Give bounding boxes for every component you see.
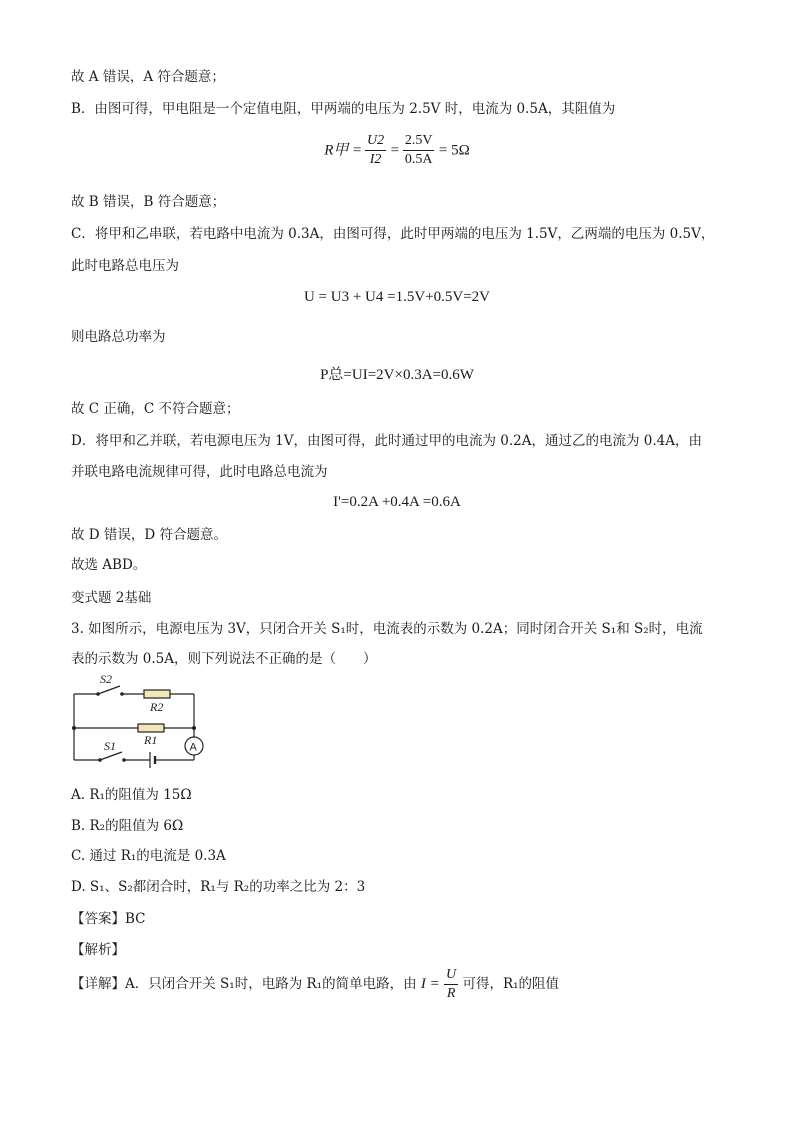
ohm-num: U <box>444 966 458 985</box>
equation-total-current: I'=0.2A +0.4A =0.6A <box>333 494 461 510</box>
ohm-fraction <box>444 966 458 1003</box>
text-line: 此时电路总电压为 <box>71 258 179 274</box>
equation-resistance: R甲 = $\frac{U2}{I2}$ = $\frac{2.5V}{0.5A}$ = 5Ω <box>324 133 470 167</box>
option-a: A. R₁的阻值为 15Ω <box>71 787 192 803</box>
resistor-r2 <box>144 690 170 698</box>
label-s2: S2 <box>100 672 112 686</box>
eq1-lhs: R甲 <box>324 142 349 159</box>
section-heading: 变式题 2基础 <box>71 590 152 606</box>
text-line: 故 C 正确，C 不符合题意； <box>71 401 240 417</box>
eq1-fraction-1 <box>365 132 386 169</box>
label-ammeter: A <box>189 741 197 754</box>
text-line: 故选 ABD。 <box>71 557 147 573</box>
text-line: B．由图可得，甲电阻是一个定值电阻，甲两端的电压为 2.5V 时，电流为 0.5A，其阻值为 <box>71 101 616 117</box>
question-text: 3. 如图所示，电源电压为 3V，只闭合开关 S₁时，电流表的示数为 0.2A；同时闭合开关 S₁和 S₂时，电流 <box>71 621 703 637</box>
label-r1: R1 <box>144 733 158 747</box>
detail-line <box>71 966 559 1003</box>
answer-line: 【答案】BC <box>71 911 146 927</box>
question-text: 表的示数为 0.5A，则下列说法不正确的是（ ） <box>71 651 377 667</box>
equation-total-voltage: U = U3 + U4 =1.5V+0.5V=2V <box>303 289 491 305</box>
resistor-r1 <box>138 724 164 732</box>
text-line: 并联电路电流规律可得，此时电路总电流为 <box>71 464 328 480</box>
option-b: B. R₂的阻值为 6Ω <box>71 818 184 834</box>
equation-total-power: P总=UI=2V×0.3A=0.6W <box>320 367 474 383</box>
eq1-fraction-2 <box>403 132 435 169</box>
option-d: D. S₁、S₂都闭合时，R₁与 R₂的功率之比为 2：3 <box>71 879 366 895</box>
detail-text-pre: 【详解】A．只闭合开关 S₁时，电路为 R₁的简单电路，由 <box>71 976 417 992</box>
switch-s2-blade <box>98 686 120 694</box>
option-c: C. 通过 R₁的电流是 0.3A <box>71 848 226 864</box>
text-line: 则电路总功率为 <box>71 329 166 345</box>
ohm-den: R <box>446 986 456 1001</box>
eq1-rhs: = 5Ω <box>438 142 470 159</box>
text-line: 故 A 错误，A 符合题意； <box>71 69 225 85</box>
circuit-diagram <box>66 672 216 777</box>
text-line: 故 D 错误，D 符合题意。 <box>71 527 228 543</box>
eq1-f1-den: I2 <box>369 152 382 167</box>
analysis-heading: 【解析】 <box>71 942 125 958</box>
label-r2: R2 <box>150 700 164 714</box>
eq1-f1-num: U2 <box>365 132 386 151</box>
text-line: C．将甲和乙串联，若电路中电流为 0.3A，由图可得，此时甲两端的电压为 1.5V，乙两端的电压为 0.5V， <box>71 226 715 242</box>
text-line: 故 B 错误，B 符合题意； <box>71 194 226 210</box>
eq1-f2-num: 2.5V <box>403 132 435 151</box>
label-s1: S1 <box>104 739 116 753</box>
text-line: D．将甲和乙并联，若电源电压为 1V，由图可得，此时通过甲的电流为 0.2A，通过乙的电流为 0.4A，由 <box>71 433 702 449</box>
switch-s1-blade <box>100 752 122 760</box>
detail-text-post: 可得，R₁的阻值 <box>462 976 560 992</box>
eq1-f2-den: 0.5A <box>404 152 433 167</box>
ohm-lhs: I = <box>420 976 440 992</box>
